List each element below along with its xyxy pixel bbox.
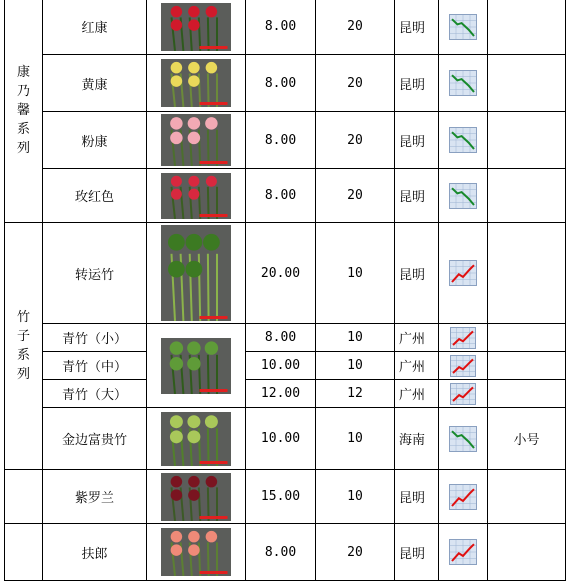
- trend-cell: [439, 524, 488, 581]
- price: 8.00: [246, 169, 316, 223]
- flower-photo: [161, 338, 231, 394]
- origin: 昆明: [395, 524, 439, 581]
- category-char: 康: [16, 65, 30, 80]
- photo-cell: [147, 524, 246, 581]
- flower-photo: [161, 412, 231, 466]
- trend-cell: [439, 169, 488, 223]
- category-char: 系: [16, 122, 30, 137]
- category-char: 乃: [16, 84, 30, 99]
- table-row: [5, 0, 566, 55]
- price: 8.00: [246, 0, 316, 55]
- flower-price-table: [4, 0, 566, 581]
- quantity: 12: [316, 380, 395, 408]
- flower-name: 金边富贵竹: [43, 408, 147, 470]
- flower-photo: [161, 528, 231, 576]
- quantity: 10: [316, 352, 395, 380]
- trend-up-icon: [450, 383, 476, 405]
- quantity: 20: [316, 169, 395, 223]
- category-cell: [5, 524, 43, 581]
- flower-photo: [161, 225, 231, 321]
- quantity: 20: [316, 524, 395, 581]
- category-cell: [5, 223, 43, 470]
- flower-name: 玫红色: [43, 169, 147, 223]
- table-row: [5, 223, 566, 324]
- photo-cell: [147, 223, 246, 324]
- note: [488, 169, 566, 223]
- flower-name: 黄康: [43, 55, 147, 112]
- origin: 海南: [395, 408, 439, 470]
- flower-photo: [161, 173, 231, 219]
- price: 8.00: [246, 55, 316, 112]
- trend-cell: [439, 223, 488, 324]
- quantity: 10: [316, 223, 395, 324]
- table-row: [5, 112, 566, 169]
- table-row: [5, 169, 566, 223]
- quantity: 10: [316, 408, 395, 470]
- note: [488, 324, 566, 352]
- trend-cell: [439, 55, 488, 112]
- flower-name: 红康: [43, 0, 147, 55]
- quantity: 10: [316, 470, 395, 524]
- flower-name: 青竹（小）: [43, 324, 147, 352]
- flower-name: 转运竹: [43, 223, 147, 324]
- trend-down-icon: [449, 183, 477, 209]
- price: 12.00: [246, 380, 316, 408]
- origin: 广州: [395, 380, 439, 408]
- price: 8.00: [246, 112, 316, 169]
- origin: 昆明: [395, 55, 439, 112]
- price: 10.00: [246, 352, 316, 380]
- table-row: [5, 524, 566, 581]
- flower-name: 青竹（中）: [43, 352, 147, 380]
- trend-cell: [439, 352, 488, 380]
- photo-cell: [147, 324, 246, 408]
- flower-photo: [161, 59, 231, 107]
- note: [488, 55, 566, 112]
- flower-photo: [161, 114, 231, 166]
- photo-cell: [147, 112, 246, 169]
- photo-cell: [147, 470, 246, 524]
- photo-cell: [147, 408, 246, 470]
- trend-down-icon: [449, 14, 477, 40]
- origin: 昆明: [395, 470, 439, 524]
- category-char: 竹: [16, 310, 30, 325]
- price: 8.00: [246, 524, 316, 581]
- trend-up-icon: [449, 260, 477, 286]
- table-row: [5, 352, 566, 380]
- category-cell: [5, 470, 43, 524]
- quantity: 20: [316, 0, 395, 55]
- category-cell: [5, 0, 43, 223]
- origin: 昆明: [395, 0, 439, 55]
- category-char: 系: [16, 348, 30, 363]
- origin: 昆明: [395, 223, 439, 324]
- price: 10.00: [246, 408, 316, 470]
- trend-down-icon: [449, 70, 477, 96]
- trend-cell: [439, 0, 488, 55]
- category-label: [5, 308, 42, 384]
- category-char: 子: [16, 329, 30, 344]
- photo-cell: [147, 55, 246, 112]
- note: [488, 352, 566, 380]
- note: [488, 380, 566, 408]
- flower-photo: [161, 3, 231, 51]
- trend-cell: [439, 470, 488, 524]
- note: [488, 223, 566, 324]
- category-char: 列: [16, 367, 30, 382]
- origin: 广州: [395, 352, 439, 380]
- note: [488, 470, 566, 524]
- trend-up-icon: [450, 327, 476, 349]
- table-row: [5, 408, 566, 470]
- table-row: [5, 380, 566, 408]
- trend-down-icon: [449, 426, 477, 452]
- price: 15.00: [246, 470, 316, 524]
- note: [488, 0, 566, 55]
- trend-up-icon: [450, 355, 476, 377]
- trend-cell: [439, 380, 488, 408]
- origin: 广州: [395, 324, 439, 352]
- quantity: 20: [316, 55, 395, 112]
- trend-cell: [439, 112, 488, 169]
- trend-cell: [439, 408, 488, 470]
- flower-name: 粉康: [43, 112, 147, 169]
- category-char: 馨: [16, 103, 30, 118]
- quantity: 10: [316, 324, 395, 352]
- table-row: [5, 470, 566, 524]
- note: [488, 112, 566, 169]
- note: 小号: [488, 408, 566, 470]
- photo-cell: [147, 0, 246, 55]
- origin: 昆明: [395, 169, 439, 223]
- trend-up-icon: [449, 539, 477, 565]
- quantity: 20: [316, 112, 395, 169]
- table-row: [5, 324, 566, 352]
- flower-photo: [161, 473, 231, 521]
- price: 8.00: [246, 324, 316, 352]
- origin: 昆明: [395, 112, 439, 169]
- trend-down-icon: [449, 127, 477, 153]
- trend-cell: [439, 324, 488, 352]
- category-char: 列: [16, 141, 30, 156]
- note: [488, 524, 566, 581]
- flower-name: 青竹（大）: [43, 380, 147, 408]
- category-label: [5, 63, 42, 158]
- flower-name: 紫罗兰: [43, 470, 147, 524]
- photo-cell: [147, 169, 246, 223]
- price: 20.00: [246, 223, 316, 324]
- table-row: [5, 55, 566, 112]
- trend-up-icon: [449, 484, 477, 510]
- flower-name: 扶郎: [43, 524, 147, 581]
